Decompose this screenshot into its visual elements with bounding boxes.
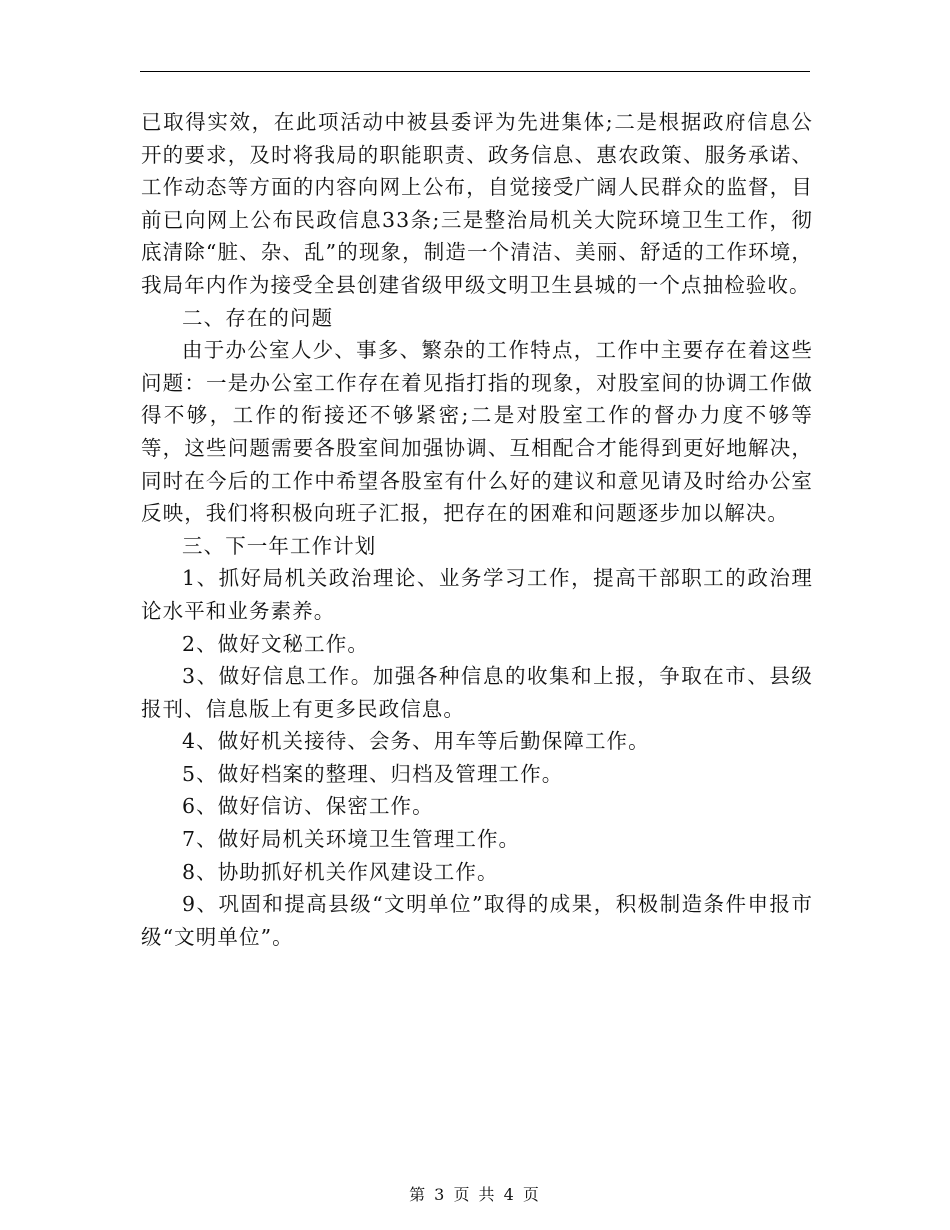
plan-item-9: 9、巩固和提高县级“文明单位”取得的成果，积极制造条件申报市级“文明单位”。 [141, 892, 813, 949]
plan-item-2: 2、做好文秘工作。 [182, 631, 369, 656]
section-heading-problems: 二、存在的问题 [182, 305, 334, 330]
plan-item-4: 4、做好机关接待、会务、用车等后勤保障工作。 [182, 729, 650, 754]
plan-item-6: 6、做好信访、保密工作。 [182, 794, 434, 819]
plan-item-3: 3、做好信息工作。加强各种信息的收集和上报，争取在市、县级报刊、信息版上有更多民政信息。 [141, 664, 813, 721]
paragraph-continuation: 已取得实效，在此项活动中被县委评为先进集体;二是根据政府信息公开的要求，及时将我局的职能职责、政务信息、惠农政策、服务承诺、工作动态等方面的内容向网上公布，自觉接受广阔人民群众的监督，目前已向网上公布民政信息33条;三是整治局机关大院环境卫生工作，彻底清除“脏、杂、乱”的现象，制造一个清洁、美丽、舒适的工作环境，我局年内作为接受全县创建省级甲级文明卫生县城的一个点抽检验收。 [141, 110, 813, 297]
header-rule [140, 71, 810, 72]
plan-item-5: 5、做好档案的整理、归档及管理工作。 [182, 761, 564, 786]
page-footer: 第 3 页 共 4 页 [409, 1185, 541, 1204]
section-heading-plan: 三、下一年工作计划 [182, 533, 377, 558]
paragraph-problems: 由于办公室人少、事多、繁杂的工作特点，工作中主要存在着这些问题：一是办公室工作存在着见指打指的现象，对股室间的协调工作做得不够，工作的衔接还不够紧密;二是对股室工作的督办力度不够等等，这些问题需要各股室间加强协调、互相配合才能得到更好地解决，同时在今后的工作中希望各股室有什么好的建议和意见请及时给办公室反映，我们将积极向班子汇报，把存在的困难和问题逐步加以解决。 [141, 338, 813, 526]
plan-item-1: 1、抓好局机关政治理论、业务学习工作，提高干部职工的政治理论水平和业务素养。 [141, 566, 813, 623]
plan-item-7: 7、做好局机关环境卫生管理工作。 [182, 827, 521, 852]
plan-item-8: 8、协助抓好机关作风建设工作。 [182, 859, 499, 884]
document-body [141, 106, 813, 953]
